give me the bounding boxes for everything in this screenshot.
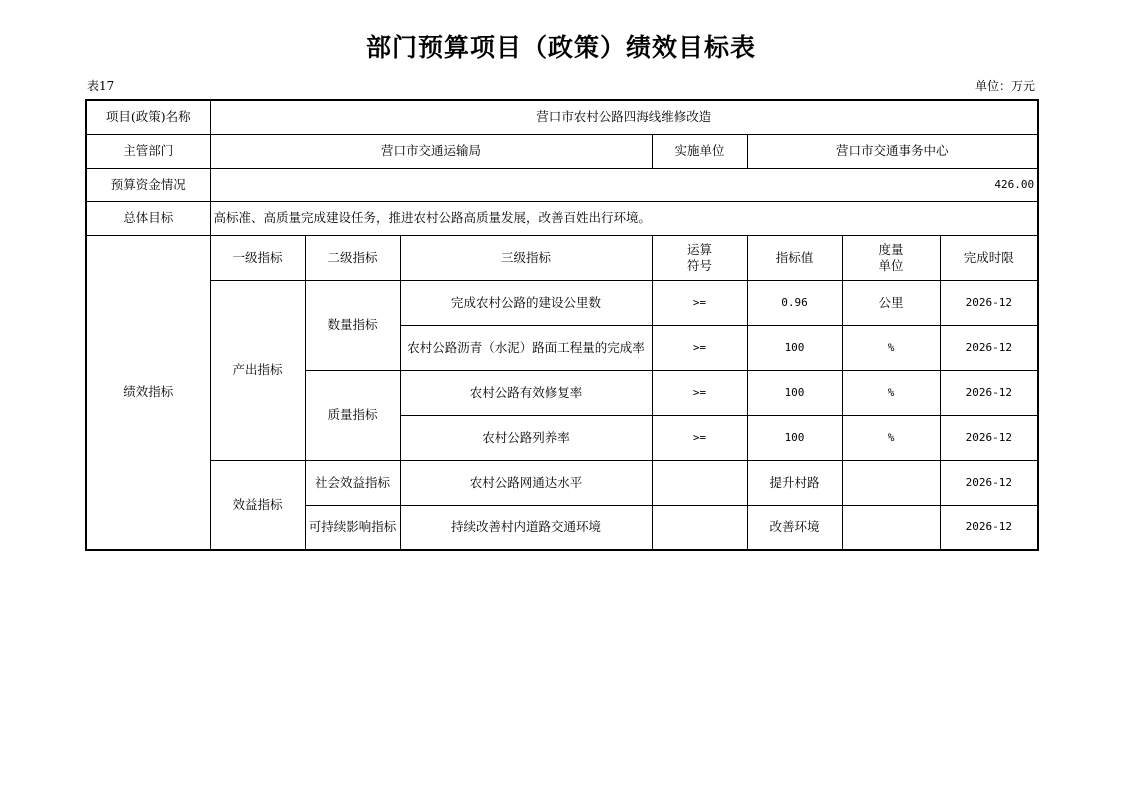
table-row	[86, 460, 1038, 505]
header-operator-line1: 运算	[686, 241, 712, 257]
project-name-row	[86, 100, 1038, 134]
indicator-value: 100	[747, 415, 842, 460]
indicator-operator	[652, 505, 747, 550]
header-operator-line2: 符号	[686, 257, 712, 273]
project-name-value: 营口市农村公路四海线维修改造	[210, 100, 1038, 134]
implementing-unit-value: 营口市交通事务中心	[747, 134, 1038, 168]
performance-indicators-label: 绩效指标	[86, 235, 210, 550]
indicator-unit: %	[842, 370, 940, 415]
overall-goal-value: 高标准、高质量完成建设任务，推进农村公路高质量发展，改善百姓出行环境。	[210, 201, 1038, 235]
indicator-name: 完成农村公路的建设公里数	[400, 280, 652, 325]
indicator-value: 0.96	[747, 280, 842, 325]
indicator-name: 农村公路网通达水平	[400, 460, 652, 505]
group-social-benefit: 社会效益指标	[305, 460, 400, 505]
header-level2: 二级指标	[305, 235, 400, 280]
overall-goal-row	[86, 201, 1038, 235]
indicator-operator: >=	[652, 415, 747, 460]
header-measure-unit	[842, 235, 940, 280]
implementing-unit-label: 实施单位	[652, 134, 747, 168]
indicator-deadline: 2026-12	[940, 325, 1038, 370]
indicator-unit: 公里	[842, 280, 940, 325]
indicator-operator: >=	[652, 325, 747, 370]
department-label: 主管部门	[86, 134, 210, 168]
group-sustainable-impact: 可持续影响指标	[305, 505, 400, 550]
header-level1: 一级指标	[210, 235, 305, 280]
indicator-operator: >=	[652, 370, 747, 415]
overall-goal-label: 总体目标	[86, 201, 210, 235]
department-value: 营口市交通运输局	[210, 134, 652, 168]
budget-value: 426.00	[210, 168, 1038, 201]
indicator-unit: %	[842, 415, 940, 460]
indicator-unit	[842, 460, 940, 505]
group-benefit: 效益指标	[210, 460, 305, 550]
header-unit-line1: 度量	[878, 241, 904, 257]
table-row	[86, 280, 1038, 325]
indicator-deadline: 2026-12	[940, 415, 1038, 460]
indicator-deadline: 2026-12	[940, 460, 1038, 505]
page-title: 部门预算项目（政策）绩效目标表	[365, 33, 756, 62]
group-quality: 质量指标	[305, 370, 400, 460]
indicator-value: 100	[747, 370, 842, 415]
indicator-deadline: 2026-12	[940, 505, 1038, 550]
unit-label: 单位：万元	[974, 79, 1035, 93]
indicator-name: 持续改善村内道路交通环境	[400, 505, 652, 550]
header-deadline: 完成时限	[940, 235, 1038, 280]
performance-target-table	[85, 99, 1039, 551]
budget-row	[86, 168, 1038, 201]
indicator-name: 农村公路沥青（水泥）路面工程量的完成率	[400, 325, 652, 370]
group-quantity: 数量指标	[305, 280, 400, 370]
indicator-value: 改善环境	[747, 505, 842, 550]
indicator-value: 提升村路	[747, 460, 842, 505]
group-output: 产出指标	[210, 280, 305, 460]
indicator-operator	[652, 460, 747, 505]
header-unit-line2: 单位	[878, 257, 904, 273]
indicator-name: 农村公路列养率	[400, 415, 652, 460]
indicator-name: 农村公路有效修复率	[400, 370, 652, 415]
budget-label: 预算资金情况	[86, 168, 210, 201]
indicator-value: 100	[747, 325, 842, 370]
department-row	[86, 134, 1038, 168]
indicator-operator: >=	[652, 280, 747, 325]
header-target-value: 指标值	[747, 235, 842, 280]
indicator-unit: %	[842, 325, 940, 370]
indicator-unit	[842, 505, 940, 550]
indicator-header-row	[86, 235, 1038, 280]
indicator-deadline: 2026-12	[940, 370, 1038, 415]
header-operator	[652, 235, 747, 280]
table-number: 表17	[87, 79, 115, 93]
project-name-label: 项目(政策)名称	[86, 100, 210, 134]
indicator-deadline: 2026-12	[940, 280, 1038, 325]
header-level3: 三级指标	[400, 235, 652, 280]
